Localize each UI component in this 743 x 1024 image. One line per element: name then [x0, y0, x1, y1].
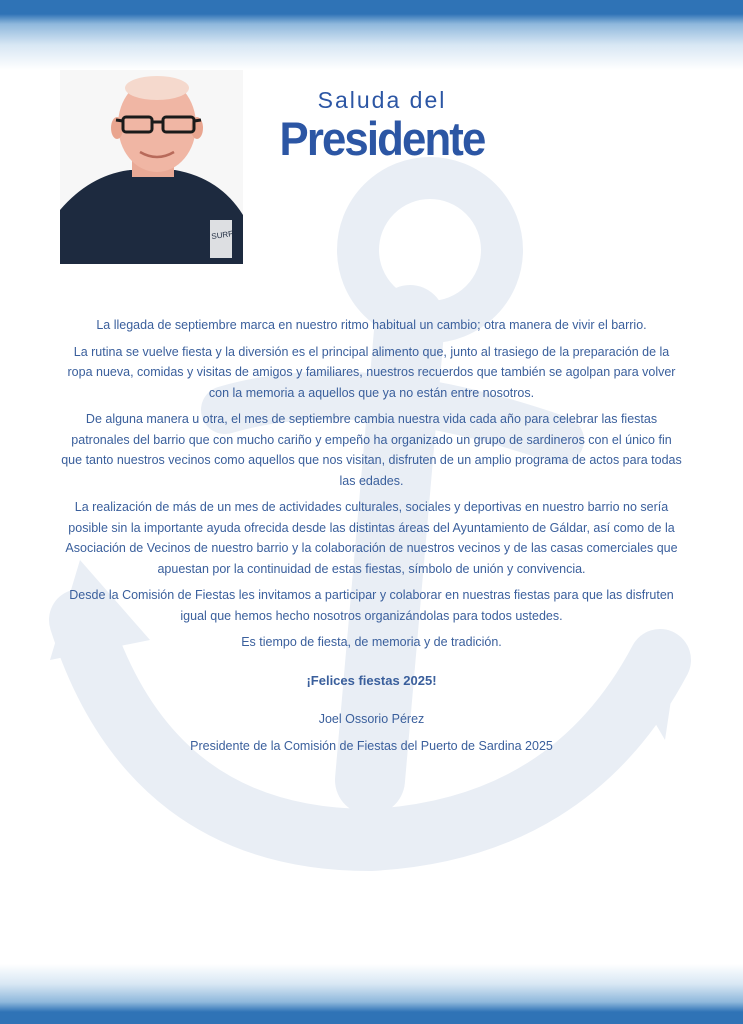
closing-greeting: ¡Felices fiestas 2025! — [306, 672, 437, 688]
paragraph-4: La realización de más de un mes de actividades culturales, sociales y deportivas en nuestro barrio no sería posible sin la importante ayuda ofrecida desde las distintas áreas del Ayuntamiento de Gáldar, así como de la Asociación de Vecinos de nuestro barrio y la colaboración de nuestros vecinos y de las casas comerciales que apuestan por la continuidad de estas fiestas, símbolo de unión y convivencia. — [65, 500, 678, 576]
paragraph-3: De alguna manera u otra, el mes de septiembre cambia nuestra vida cada año para celebrar las fiestas patronales del barrio que con mucho cariño y empeño ha organizado un grupo de sardineros con el único fin que tanto nuestros vecinos como aquellos que nos visitan, disfruten de un amplio programa de actos para todas las edades. — [61, 412, 682, 488]
paragraph-2: La rutina se vuelve fiesta y la diversión es el principal alimento que, junto al trasiego de la preparación de la ropa nueva, comidas y visitas de amigos y familiares, nuestros recuerdos que también se agolpan para volver con la memoria a aquellos que ya no están entre nosotros. — [67, 344, 676, 400]
top-decorative-band — [0, 0, 743, 70]
page-heading — [262, 86, 502, 164]
heading-small: Saluda del — [317, 87, 447, 113]
paragraph-5: Desde la Comisión de Fiestas les invitamos a participar y colaborar en nuestras fiestas para que las disfruten igual que hemos hecho nosotros organizándolas para todos ustedes. — [69, 588, 674, 623]
signature-title: Presidente de la Comisión de Fiestas del Puerto de Sardina 2025 — [190, 738, 553, 753]
paragraph-6: Es tiempo de fiesta, de memoria y de tradición. — [241, 635, 502, 649]
president-photo — [60, 70, 243, 264]
paragraph-1: La llegada de septiembre marca en nuestro ritmo habitual un cambio; otra manera de vivir el barrio. — [96, 318, 647, 332]
letter-body — [60, 315, 683, 762]
heading-large: Presidente — [279, 112, 485, 165]
bottom-decorative-band — [0, 964, 743, 1024]
signature-name: Joel Ossorio Pérez — [318, 712, 425, 726]
shirt-print: SURF — [210, 229, 234, 242]
